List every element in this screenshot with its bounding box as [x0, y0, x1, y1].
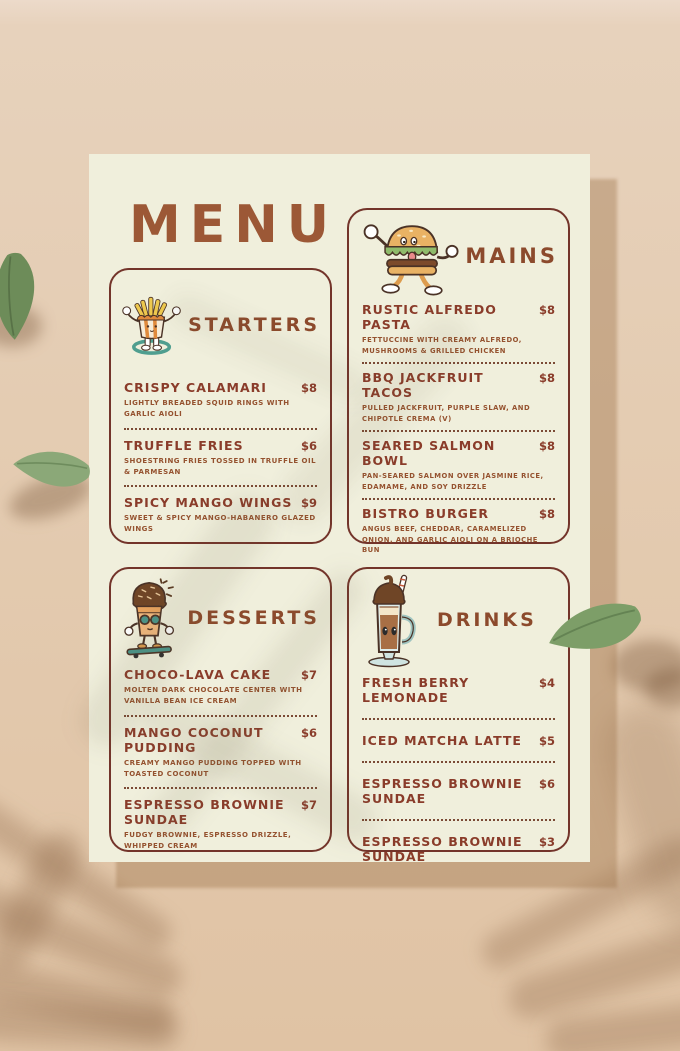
dotted-separator — [362, 362, 555, 364]
menu-item — [124, 667, 317, 707]
menu-title: MENU — [129, 194, 339, 255]
dotted-separator — [124, 715, 317, 717]
item-price: $9 — [300, 496, 317, 511]
dotted-separator — [362, 718, 555, 720]
leaf-shadow — [4, 466, 97, 528]
menu-item — [362, 675, 555, 705]
leaf-shadow — [612, 640, 680, 692]
item-name: ESPRESSO BROWNIE SUNDAE — [124, 797, 285, 828]
menu-item — [124, 495, 317, 535]
item-description: PULLED JACKFRUIT, PURPLE SLAW, AND CHIPOTLE CREMA (V) — [362, 404, 531, 423]
dotted-separator — [362, 498, 555, 500]
item-price: $6 — [300, 725, 317, 740]
menu-item — [362, 302, 555, 356]
section-title: MAINS — [465, 244, 558, 268]
desserts-section — [109, 567, 332, 852]
section-title: STARTERS — [188, 314, 320, 336]
item-name: MANGO COCONUT PUDDING — [124, 724, 264, 755]
fries-mascot-icon — [121, 279, 182, 371]
mains-header — [349, 210, 568, 296]
item-price: $5 — [538, 734, 555, 748]
green-leaf — [7, 426, 98, 505]
item-description: ANGUS BEEF, CHEDDAR, CARAMELIZED ONION, AND GARLIC AIOLI ON A BRIOCHE BUN — [362, 525, 538, 555]
item-price: $6 — [538, 777, 555, 791]
item-price: $8 — [538, 507, 555, 522]
starters-section — [109, 268, 332, 544]
mains-section — [347, 208, 570, 555]
green-leaf — [0, 244, 54, 346]
item-description: PAN-SEARED SALMON OVER JASMINE RICE, EDAMAME, AND SOY DRIZZLE — [362, 472, 544, 491]
item-name: RUSTIC ALFREDO PASTA — [362, 302, 497, 332]
starters-header — [111, 270, 330, 374]
menu-item — [362, 776, 555, 806]
starters-item-list — [111, 374, 330, 535]
desserts-header — [111, 569, 330, 661]
item-name: ESPRESSO BROWNIE SUNDAE — [362, 834, 523, 864]
dotted-separator — [124, 787, 317, 789]
item-name: ICED MATCHA LATTE — [362, 733, 522, 748]
leaf-shadow — [0, 951, 177, 1041]
item-price: $4 — [538, 676, 555, 690]
leaf-shadow — [0, 824, 90, 976]
drinks-section — [347, 567, 570, 864]
menu-item — [124, 725, 317, 780]
leaf-shadow — [0, 305, 42, 347]
menu-item — [362, 506, 555, 556]
menu-item — [362, 733, 555, 748]
item-description: SHOESTRING FRIES TOSSED IN TRUFFLE OIL & PARMESAN — [124, 456, 317, 476]
section-title: DRINKS — [437, 609, 537, 631]
item-price: $3 — [538, 835, 555, 849]
mains-item-list — [349, 296, 568, 556]
item-name: CHOCO-LAVA CAKE — [124, 667, 272, 682]
section-title: DESSERTS — [187, 607, 320, 629]
item-description: CREAMY MANGO PUDDING TOPPED WITH TOASTED COCONUT — [124, 758, 302, 778]
item-description: LIGHTLY BREADED SQUID RINGS WITH GARLIC AIOLI — [124, 399, 290, 418]
leaf-shadow — [543, 999, 680, 1051]
menu-item — [362, 834, 555, 864]
menu-item — [362, 438, 555, 492]
menu-paper — [89, 154, 590, 862]
item-name: FRESH BERRY LEMONADE — [362, 675, 470, 705]
item-description: FETTUCCINE WITH CREAMY ALFREDO, MUSHROOMS & GRILLED CHICKEN — [362, 336, 522, 355]
leaf-shadow — [0, 1000, 181, 1051]
menu-item — [362, 370, 555, 424]
dotted-separator — [362, 761, 555, 763]
item-description: SWEET & SPICY MANGO-HABANERO GLAZED WINGS — [124, 514, 316, 534]
dotted-separator — [362, 430, 555, 432]
item-price: $8 — [538, 439, 555, 454]
item-name: SEARED SALMON BOWL — [362, 438, 496, 469]
item-description: MOLTEN DARK CHOCOLATE CENTER WITH VANILLA BEAN ICE CREAM — [124, 686, 303, 705]
leaf-shadow — [504, 918, 680, 1024]
item-description: FUDGY BROWNIE, ESPRESSO DRIZZLE, WHIPPED CREAM — [124, 831, 292, 851]
menu-item — [124, 797, 317, 852]
leaf-shadow — [645, 668, 680, 708]
menu-item — [124, 380, 317, 420]
item-price: $7 — [300, 798, 317, 813]
dotted-separator — [362, 819, 555, 821]
item-name: BISTRO BURGER — [362, 506, 490, 522]
item-name: BBQ JACKFRUIT TACOS — [362, 370, 484, 401]
item-price: $6 — [300, 438, 317, 453]
ice-cream-mascot-icon — [121, 571, 177, 665]
drinks-item-list — [349, 665, 568, 864]
item-name: TRUFFLE FRIES — [124, 437, 244, 453]
item-price: $7 — [300, 668, 317, 682]
item-name: CRISPY CALAMARI — [124, 380, 267, 395]
item-name: SPICY MANGO WINGS — [124, 495, 293, 511]
item-price: $8 — [300, 381, 317, 395]
desserts-item-list — [111, 661, 330, 852]
dotted-separator — [124, 485, 317, 487]
menu-item — [124, 438, 317, 478]
dotted-separator — [124, 428, 317, 430]
item-name: ESPRESSO BROWNIE SUNDAE — [362, 776, 523, 806]
layered-drink-mascot-icon — [359, 572, 421, 668]
burger-mascot-icon — [359, 212, 461, 300]
item-price: $8 — [538, 371, 555, 386]
item-price: $8 — [538, 303, 555, 317]
drinks-header — [349, 569, 568, 665]
